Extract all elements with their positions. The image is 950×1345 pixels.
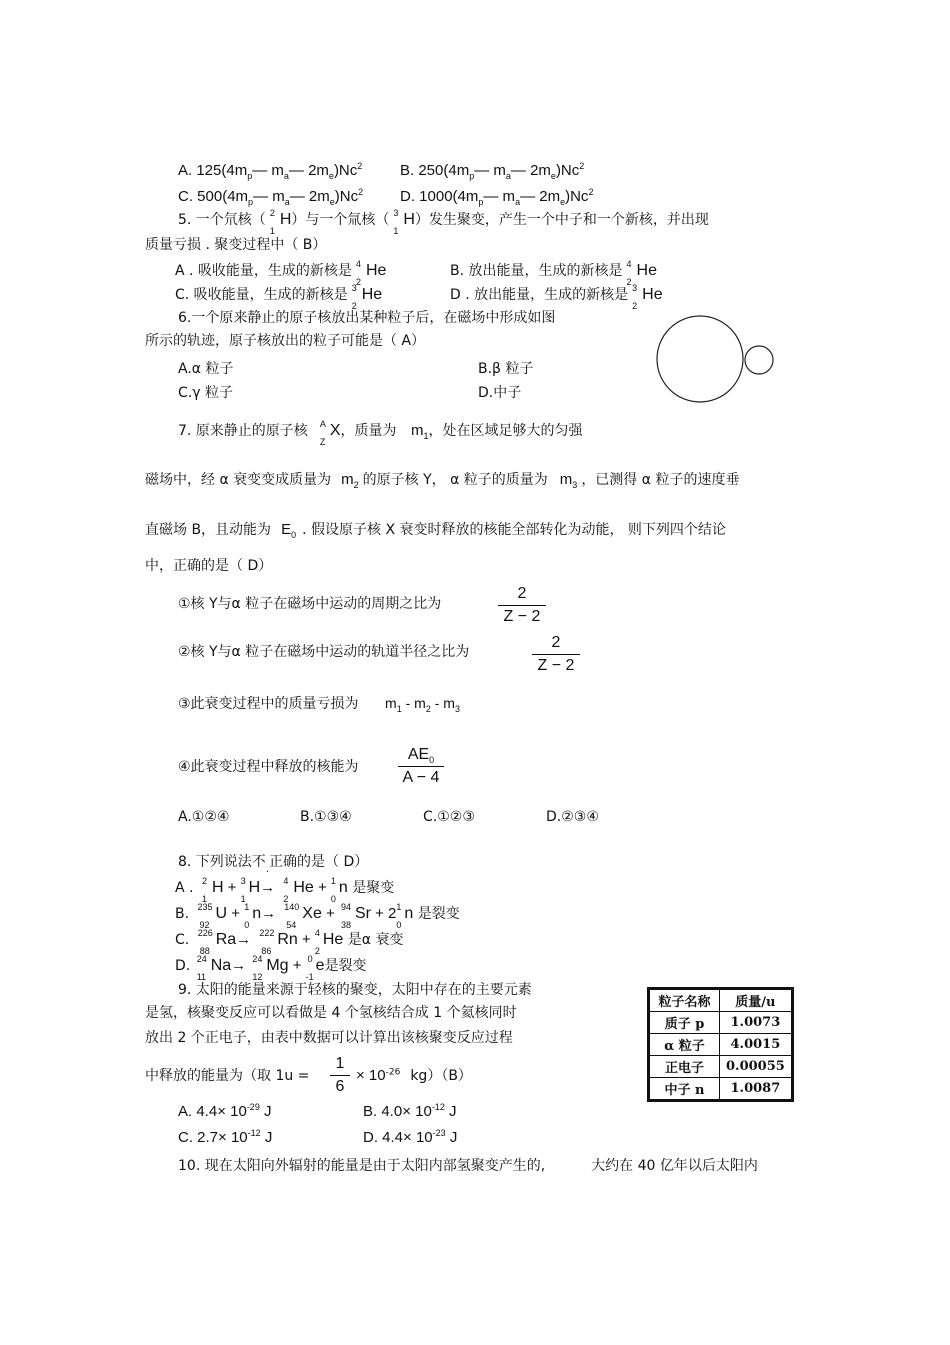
q8-stem: 8. 下列说法不$_.$正确的是（ D）	[178, 854, 369, 875]
q7-option-b: B.①③④	[300, 809, 352, 825]
large-track-circle	[657, 316, 743, 402]
q6-option-a: A.α 粒子	[178, 361, 234, 377]
q7-line1: 7. 原来静止的原子核 A Z X，质量为 $m_1$，处在区域足够大的匀强	[178, 419, 583, 447]
q5-option-b: B. 放出能量，生成的新核是 4 2 He	[450, 259, 657, 287]
q4-option-b: B. $250(4m_p—$ $m_a—$ $2m_e)Nc^2$	[400, 161, 585, 181]
table-cell: 1.0087	[720, 1078, 793, 1101]
q7-fraction-2: $\frac{2}{Z - 2}$	[532, 632, 580, 677]
q9-option-d: D. $4.4\times 10^{-23}$ J	[363, 1128, 458, 1146]
table-row	[649, 1034, 793, 1056]
q7-line2: 磁场中，经 α 衰变变成质量为 $m_2$ 的原子核 Y， α 粒子的质量为 $m_3$ ，已测得 α 粒子的速度垂	[145, 471, 740, 490]
table-cell: 中子 n	[649, 1078, 720, 1101]
q9-line4-tail: × $10^{-26}$ kg）（B）	[356, 1067, 472, 1084]
q7-option-d: D.②③④	[546, 809, 599, 825]
table-cell: 4.0015	[720, 1034, 793, 1056]
q7-fraction-1: $\frac{2}{Z - 2}$	[498, 583, 546, 628]
table-cell: α 粒子	[649, 1034, 720, 1056]
q7-statement-4: ④此衰变过程中释放的核能为	[178, 759, 359, 775]
q8-option-b: B. 235 92 U + 1 0 n→ 140 54 Xe + 94 38 Sr + 2 1 0 n 是裂变	[175, 902, 460, 930]
q5-option-a: A . 吸收能量，生成的新核是 4 2 He	[175, 259, 387, 287]
table-cell: 0.00055	[720, 1056, 793, 1078]
q9-line3: 放出 2 个正电子，由表中数据可以计算出该核聚变反应过程	[145, 1030, 513, 1046]
q5-stem-line2: 质量亏损 . 聚变过程中（ B）	[145, 237, 327, 253]
q9-line1: 9. 太阳的能量来源于轻核的聚变，太阳中存在的主要元素	[178, 982, 532, 998]
q4-option-d: D. $1000(4m_p—$ $m_a—$ $2m_e)Nc^2$	[400, 187, 594, 207]
table-header-row	[649, 989, 793, 1012]
table-cell: 1.0073	[720, 1012, 793, 1034]
q6-stem-line2: 所示的轨迹，原子核放出的粒子可能是（ A）	[145, 333, 426, 349]
q6-option-c: C.γ 粒子	[178, 385, 233, 401]
q10-line1: 10. 现在太阳向外辐射的能量是由于太阳内部氢聚变产生的, 大约在 40 亿年以后太阳内	[178, 1158, 758, 1174]
q9-option-b: B. $4.0\times 10^{-12}$ J	[363, 1102, 457, 1120]
q8-option-d: D. 24 11 Na→ 24 12 Mg + 0 -1 e是裂变	[175, 954, 367, 982]
q9-fraction: $\frac{1}{6}$	[330, 1053, 350, 1098]
table-row	[649, 1078, 793, 1101]
table-row	[649, 1012, 793, 1034]
table-header: 粒子名称	[649, 989, 720, 1012]
table-row	[649, 1056, 793, 1078]
q7-statement-1: ①核 Y与α 粒子在磁场中运动的周期之比为	[178, 596, 442, 612]
q9-line2: 是氢，核聚变反应可以看做是 4 个氢核结合成 1 个氦核同时	[145, 1005, 517, 1021]
q6-stem-line1: 6.一个原来静止的原子核放出某种粒子后，在磁场中形成如图	[178, 310, 556, 326]
q8-option-a: A . 2 1 H + 3 1 H→ 4 2 He + 1 0 n 是聚变	[175, 876, 395, 904]
q4-option-a: A. $125(4m_p—$ $m_a—$ $2m_e)Nc^2$	[178, 161, 363, 181]
q5-option-c: C. 吸收能量，生成的新核是 3 2 He	[175, 283, 383, 311]
q7-statement-2: ②核 Y与α 粒子在磁场中运动的轨道半径之比为	[178, 644, 470, 660]
q7-statement-3: ③此衰变过程中的质量亏损为 $m_1 - m_2 - m_3$	[178, 695, 460, 714]
q7-option-c: C.①②③	[423, 809, 475, 825]
table-cell: 正电子	[649, 1056, 720, 1078]
q7-line3: 直磁场 B，且动能为 $E_0$ . 假设原子核 X 衰变时释放的核能全部转化为动能， 则下列四个结论	[145, 521, 726, 540]
q9-line4: 中释放的能量为（取 1u =	[145, 1068, 310, 1084]
q5-stem-line1: 5. 一个氘核（ 2 1 H）与一个氚核（ 3 1 H）发生聚变，产生一个中子和一个新核，并出现	[178, 208, 709, 236]
q4-option-c: C. $500(4m_p—$ $m_a—$ $2m_e)Nc^2$	[178, 187, 364, 207]
q6-option-b: B.β 粒子	[478, 361, 534, 377]
tritium-symbol: 3 1 H	[393, 208, 415, 236]
particle-mass-table	[647, 987, 794, 1102]
track-circles-figure	[655, 314, 780, 406]
q7-fraction-3: $\frac{AE_0}{A - 4}$	[398, 744, 444, 789]
q5-option-d: D . 放出能量，生成的新核是 3 2 He	[450, 283, 663, 311]
small-track-circle	[745, 346, 773, 374]
q9-option-a: A. $4.4\times 10^{-29}$ J	[178, 1102, 272, 1120]
q8-option-c: C. 226 88 Ra→ 222 86 Rn + 4 2 He 是α 衰变	[175, 928, 404, 956]
q7-line4: 中，正确的是（ D）	[145, 558, 273, 574]
q6-option-d: D.中子	[478, 385, 522, 401]
q9-option-c: C. $2.7\times 10^{-12}$ J	[178, 1128, 273, 1146]
table-cell: 质子 p	[649, 1012, 720, 1034]
table-header: 质量/u	[720, 989, 793, 1012]
deuterium-symbol: 2 1 H	[269, 208, 292, 236]
q7-option-a: A.①②④	[178, 809, 230, 825]
